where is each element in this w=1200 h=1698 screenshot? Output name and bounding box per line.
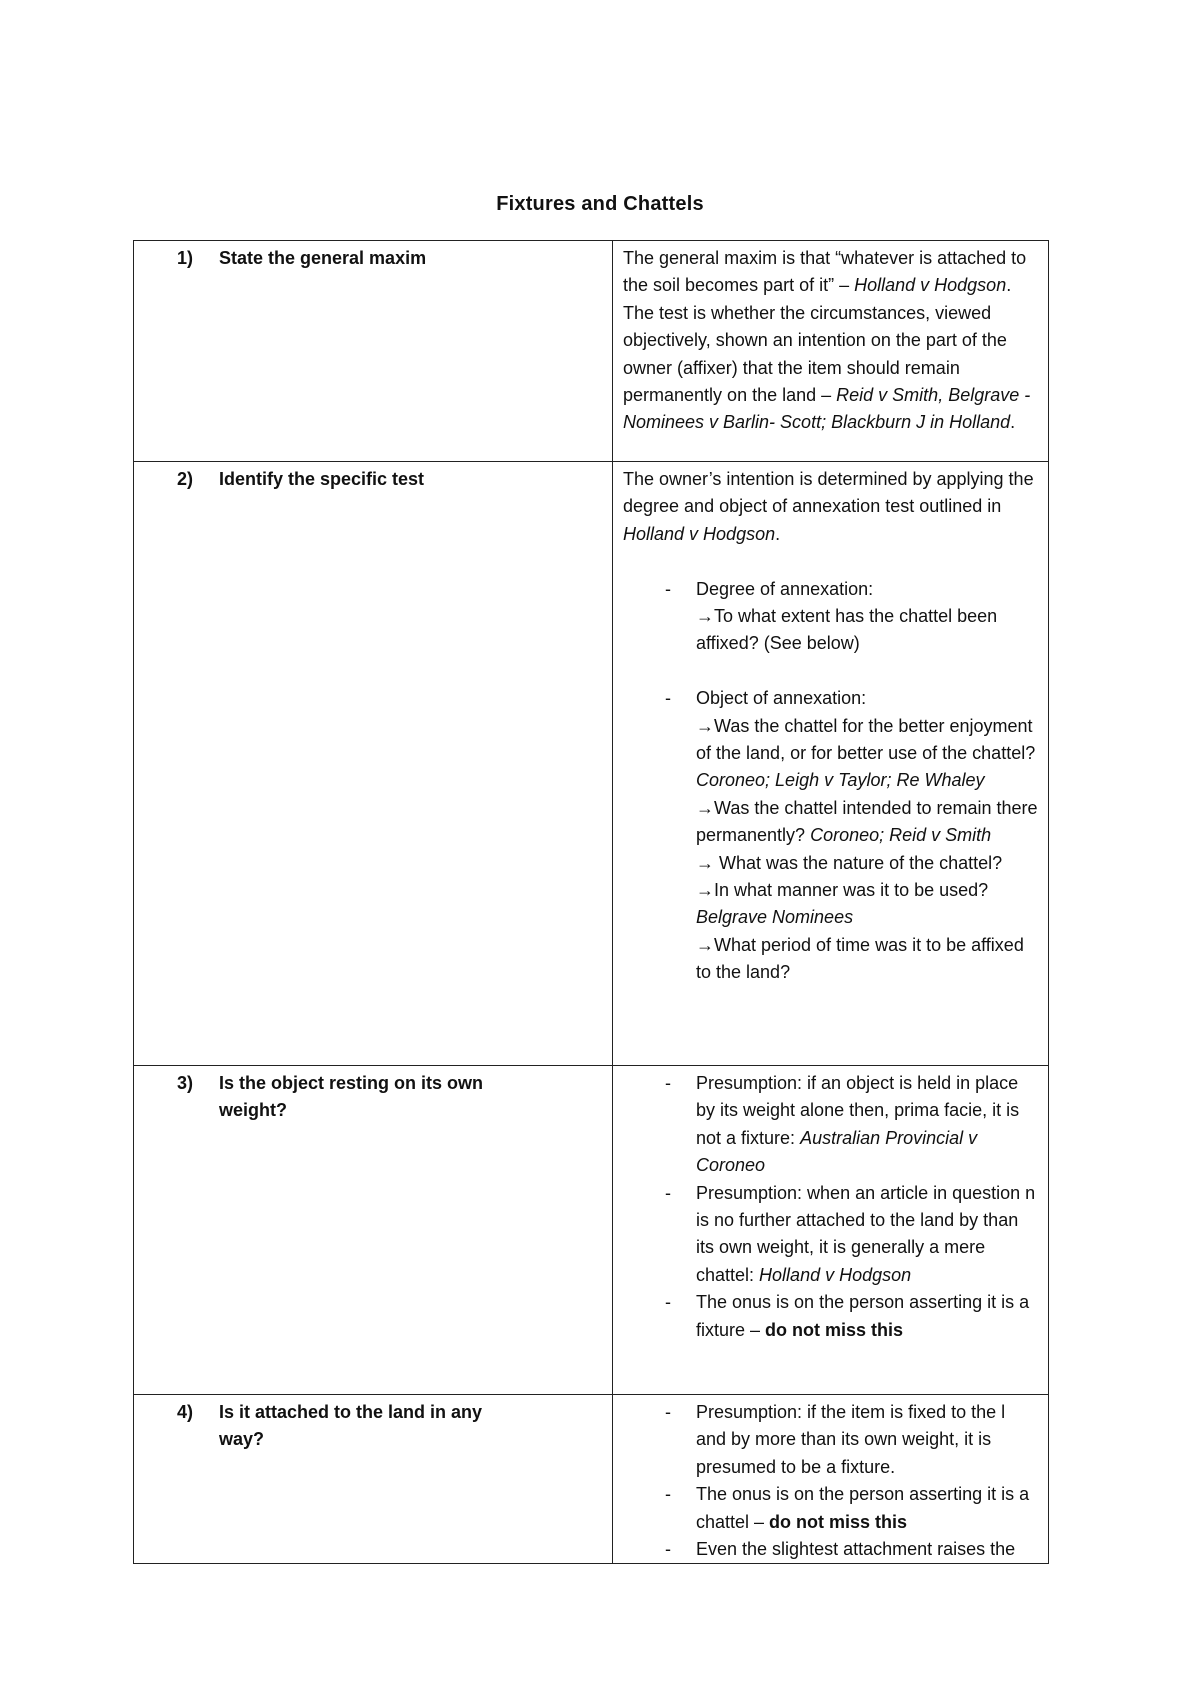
list-item: - Object of annexation: →Was the chattel for the better enjoyment of the land, or for better use of the chattel? Coroneo; Leigh v Taylor; Re Whaley →Was the chattel intended to remain there permanently? Coroneo; Reid v Smith → What was the nature of the chattel? →In what manner was it to be used? Belgrave Nominees →What period of time was it to be affixed to the land? [623, 685, 1038, 986]
arrow-icon: → [696, 606, 714, 627]
answer-cell [613, 241, 1049, 462]
arrow-icon: → [696, 852, 714, 873]
question-text: State the general maxim [219, 248, 427, 268]
question-text: Identify the specific test [219, 469, 425, 489]
table-row [134, 241, 1049, 462]
list-item: - The onus is on the person asserting it is a fixture – do not miss this [623, 1289, 1038, 1344]
answer-cell [613, 1066, 1049, 1395]
question-cell [134, 1395, 613, 1564]
table-row [134, 1395, 1049, 1564]
question-cell [134, 241, 613, 462]
arrow-icon: → [696, 797, 714, 818]
list-item: - Presumption: when an article in question n is no further attached to the land by than its own weight, it is generally a mere chattel: Holland v Hodgson [623, 1180, 1038, 1290]
row-number: 3) [177, 1073, 194, 1093]
list-item: - The onus is on the person asserting it is a chattel – do not miss this [623, 1481, 1038, 1536]
arrow-icon: → [696, 880, 714, 901]
list-item: - Presumption: if the item is fixed to the l and by more than its own weight, it is presumed to be a fixture. [623, 1399, 1038, 1481]
list-item: - Presumption: if an object is held in place by its weight alone then, prima facie, it is not a fixture: Australian Provincial v Coroneo [623, 1070, 1038, 1180]
page-title: Fixtures and Chattels [496, 193, 704, 215]
fixtures-table [133, 240, 1049, 1564]
answer-cell [613, 462, 1049, 1066]
row-number: 4) [177, 1402, 194, 1422]
question-cell [134, 1066, 613, 1395]
table-row [134, 1066, 1049, 1395]
list-item: - Degree of annexation: →To what extent has the chattel been affixed? (See below) [623, 576, 1038, 658]
table-row [134, 462, 1049, 1066]
arrow-icon: → [696, 934, 714, 955]
list-item: - Even the slightest attachment raises the [623, 1536, 1038, 1563]
answer-paragraph: The general maxim is that “whatever is attached to the soil becomes part of it” – Holland v Hodgson. The test is whether the circumstances, viewed objectively, shown an intention on the part of the owner (affixer) that the item should remain permanently on the land – Reid v Smith, Belgrave -Nominees v Barlin- Scott; Blackburn J in Holland. [623, 248, 1031, 433]
question-text: Is it attached to the land in any way? [219, 1402, 483, 1450]
answer-cell [613, 1395, 1049, 1564]
row-number: 2) [177, 469, 194, 489]
row-number: 1) [177, 248, 194, 268]
question-text: Is the object resting on its own weight? [219, 1073, 484, 1121]
question-cell [134, 462, 613, 1066]
answer-paragraph: The owner’s intention is determined by applying the degree and object of annexation test outlined in Holland v Hodgson. [623, 469, 1034, 544]
arrow-icon: → [696, 715, 714, 736]
